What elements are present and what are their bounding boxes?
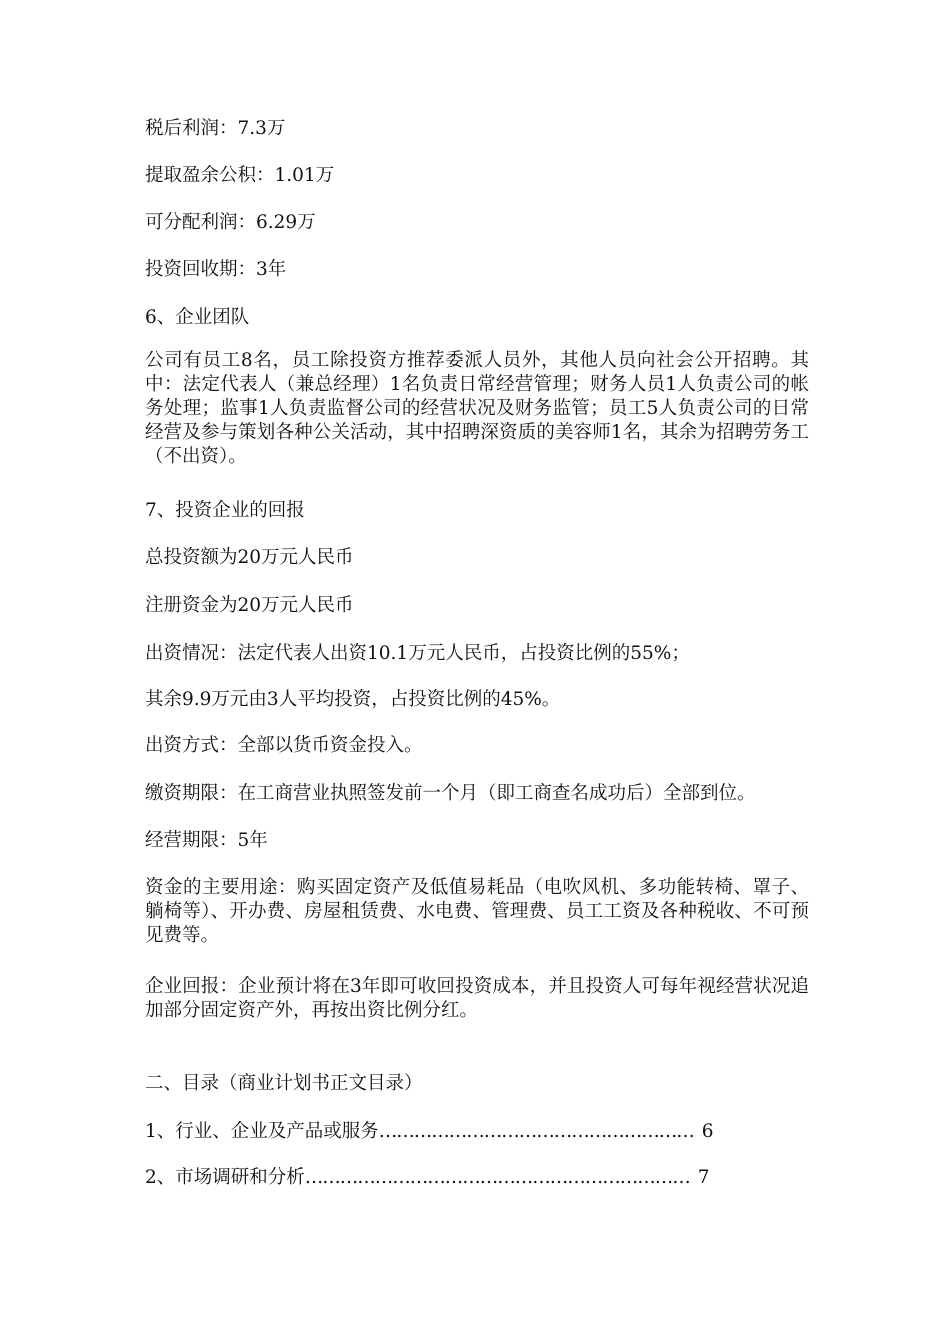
capital-contribution: 出资情况：法定代表人出资10.1万元人民币，占投资比例的55%；	[145, 643, 690, 664]
registered-capital: 注册资金为20万元人民币	[145, 595, 354, 616]
payback-period: 投资回收期：3年	[145, 259, 287, 280]
toc-entry[interactable]	[145, 1120, 714, 1144]
contribution-method: 出资方式：全部以货币资金投入。	[145, 735, 423, 756]
payment-deadline: 缴资期限：在工商营业执照签发前一个月（即工商查名成功后）全部到位。	[145, 783, 756, 804]
toc-entry-title: 2、市场调研和分析	[145, 1167, 305, 1188]
toc-entry-leader: …………………………………………………………	[304, 1167, 690, 1188]
section-heading-returns: 7、投资企业的回报	[145, 500, 305, 521]
toc-entry-leader: ………………………………………………	[378, 1121, 694, 1142]
after-tax-profit: 税后利润：7.3万	[145, 118, 286, 139]
toc-entry-title: 1、行业、企业及产品或服务	[145, 1121, 379, 1142]
distributable-profit: 可分配利润：6.29万	[145, 212, 316, 233]
fund-usage: 资金的主要用途：购买固定资产及低值易耗品（电吹风机、多功能转椅、罩子、躺椅等）、开办费、房屋租赁费、水电费、管理费、员工工资及各种税收、不可预见费等。	[145, 877, 809, 946]
section-heading-team: 6、企业团队	[145, 307, 250, 328]
enterprise-return: 企业回报：企业预计将在3年即可收回投资成本，并且投资人可每年视经营状况追加部分固定资产外，再按出资比例分红。	[145, 976, 809, 1021]
toc-entry-page: 6	[701, 1121, 714, 1142]
total-investment: 总投资额为20万元人民币	[145, 547, 354, 568]
surplus-reserve: 提取盈余公积：1.01万	[145, 165, 335, 186]
operating-period: 经营期限：5年	[145, 830, 268, 851]
remaining-contribution: 其余9.9万元由3人平均投资，占投资比例的45%。	[145, 689, 561, 710]
team-paragraph: 公司有员工8名，员工除投资方推荐委派人员外，其他人员向社会公开招聘。其中：法定代表人（兼总经理）1名负责日常经营管理；财务人员1人负责公司的帐务处理；监事1人负责监督公司的经营状况及财务监管；员工5人负责公司的日常经营及参与策划各种公关活动，其中招聘深资质的美容师1名，其余为招聘劳务工（不出资）。	[145, 350, 809, 467]
toc-entry-page: 7	[697, 1167, 710, 1188]
toc-entry[interactable]	[145, 1166, 710, 1190]
toc-heading: 二、目录（商业计划书正文目录）	[145, 1073, 423, 1094]
